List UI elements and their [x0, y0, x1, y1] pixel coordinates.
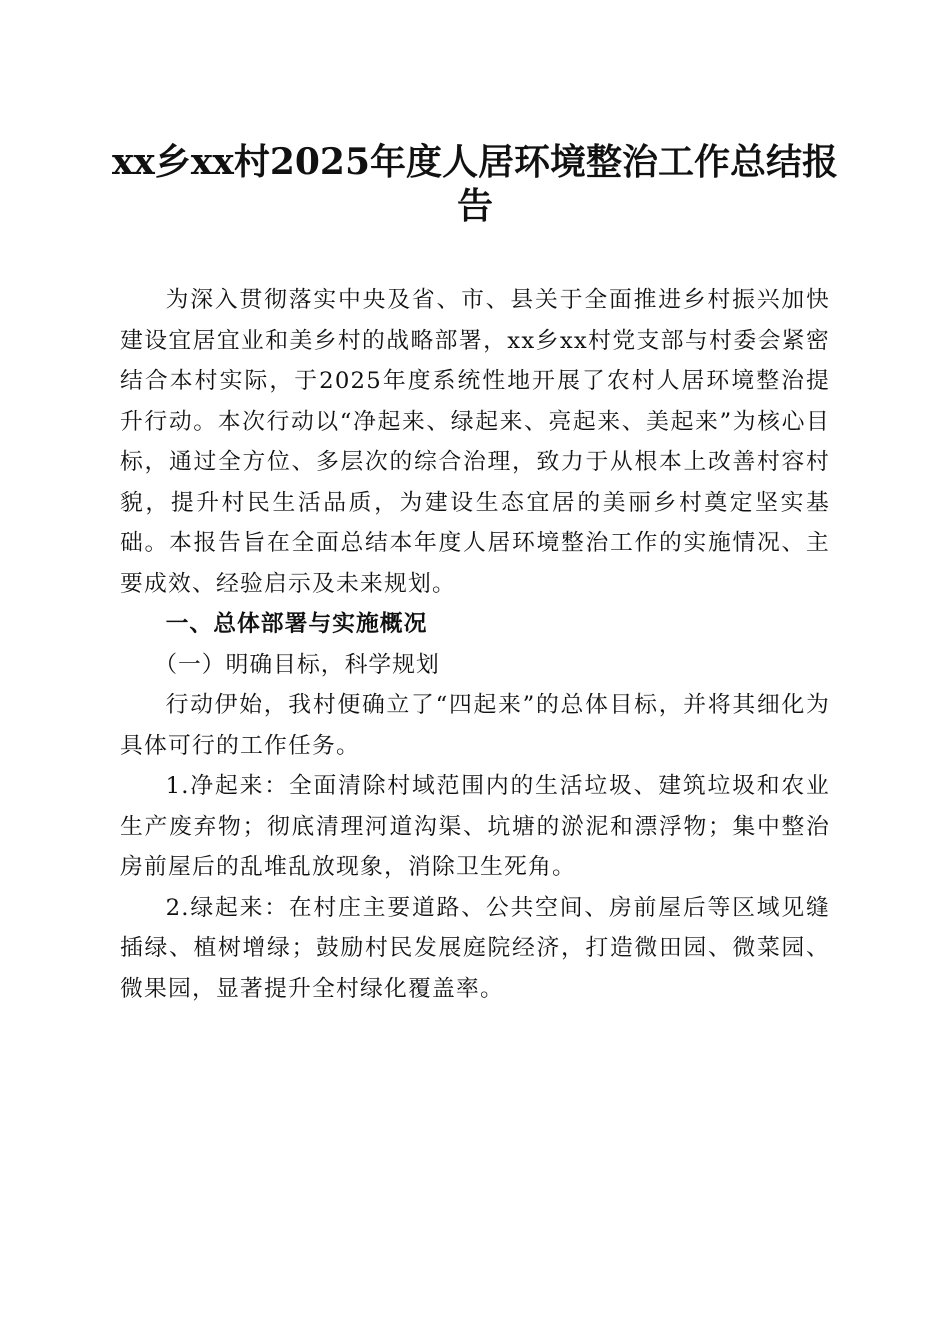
document-title: xx乡xx村2025年度人居环境整治工作总结报告 — [111, 141, 839, 227]
list-item-clean: 1.净起来：全面清除村域范围内的生活垃圾、建筑垃圾和农业生产废弃物；彻底清理河道沟渠、坑塘的淤泥和漂浮物；集中整治房前屋后的乱堆乱放现象，消除卫生死角。 — [120, 773, 830, 880]
intro-paragraph: 为深入贯彻落实中央及省、市、县关于全面推进乡村振兴加快建设宜居宜业和美乡村的战略部署，xx乡xx村党支部与村委会紧密结合本村实际，于2025年度系统性地开展了农村人居环境整治提升行动。本次行动以“净起来、绿起来、亮起来、美起来”为核心目标，通过全方位、多层次的综合治理，致力于从根本上改善村容村貌，提升村民生活品质，为建设生态宜居的美丽乡村奠定坚实基础。本报告旨在全面总结本年度人居环境整治工作的实施情况、主要成效、经验启示及未来规划。 — [120, 287, 830, 597]
subsection-paragraph: 行动伊始，我村便确立了“四起来”的总体目标，并将其细化为具体可行的工作任务。 — [120, 692, 830, 759]
section-heading-overall-deployment: 一、总体部署与实施概况 — [165, 611, 428, 637]
document-body — [120, 280, 830, 1009]
list-item-green: 2.绿起来：在村庄主要道路、公共空间、房前屋后等区域见缝插绿、植树增绿；鼓励村民发展庭院经济，打造微田园、微菜园、微果园，显著提升全村绿化覆盖率。 — [120, 894, 830, 1002]
subsection-heading-clear-goals: （一）明确目标，科学规划 — [154, 651, 440, 678]
